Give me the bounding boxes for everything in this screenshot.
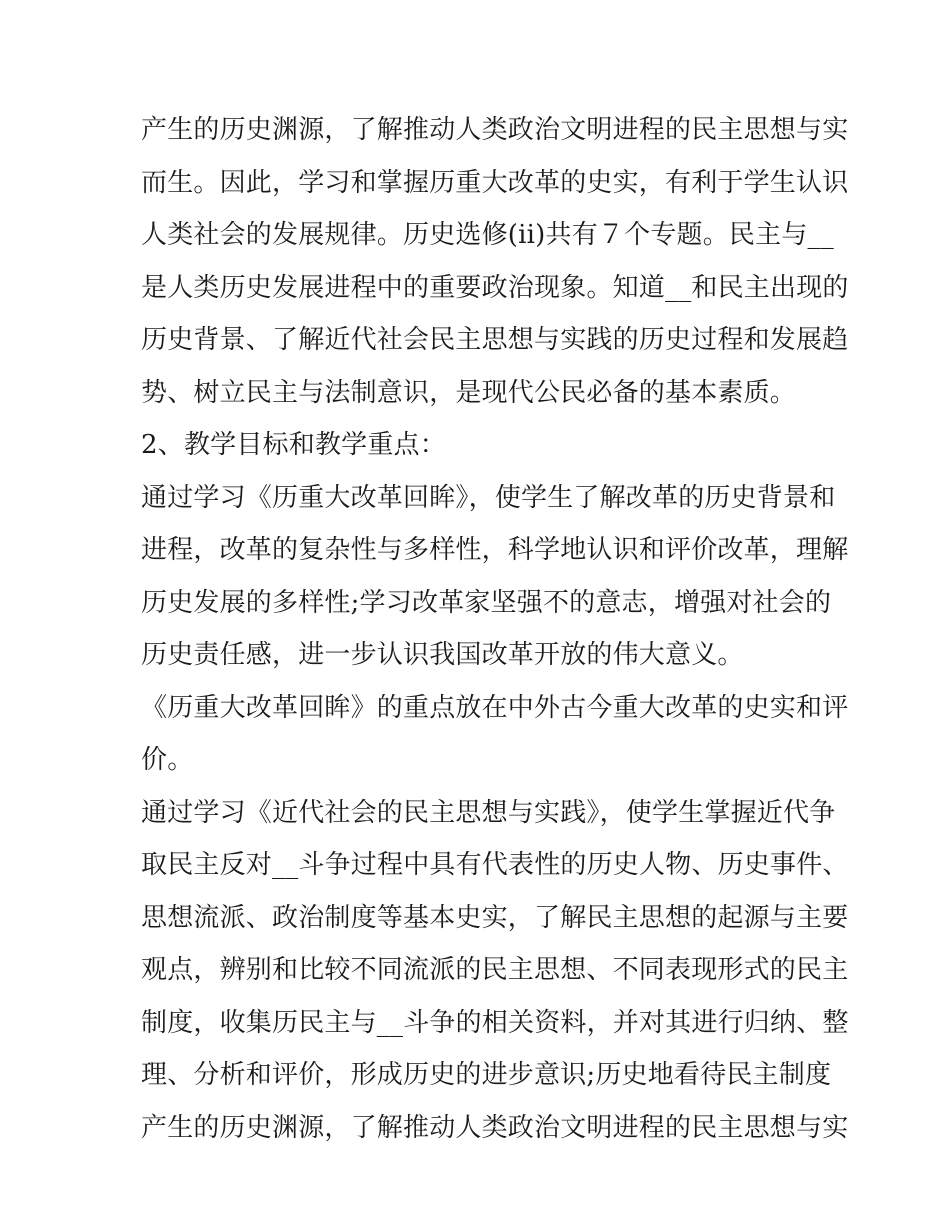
text-line: 产生的历史渊源，了解推动人类政治文明进程的民主思想与实 [141,115,849,145]
text-line: 思想流派、政治制度等基本史实，了解民主思想的起源与主要 [141,902,849,933]
text-line: 通过学习《近代社会的民主思想与实践》，使学生掌握近代争 [141,797,836,828]
text-line: 而生。因此，学习和掌握历重大改革的史实，有利于学生认识 [141,167,849,198]
text-line: 通过学习《历重大改革回眸》，使学生了解改革的历史背景和 [141,482,836,513]
text-line: 历史责任感，进一步认识我国改革开放的伟大意义。 [141,640,744,670]
text-line: 取民主反对__斗争过程中具有代表性的历史人物、历史事件、 [141,850,849,880]
text-line: 势、树立民主与法制意识，是现代公民必备的基本素质。 [141,377,797,408]
text-line: 产生的历史渊源，了解推动人类政治文明进程的民主思想与实 [141,1112,849,1143]
text-line: 价。 [141,745,194,775]
text-line: 《历重大改革回眸》的重点放在中外古今重大改革的史实和评 [141,692,849,723]
section-heading: 2、教学目标和教学重点： [141,430,446,460]
text-line: 制度，收集历民主与__斗争的相关资料，并对其进行归纳、整 [141,1007,849,1038]
document-body [141,104,849,1154]
text-line: 进程，改革的复杂性与多样性，科学地认识和评价改革，理解 [141,535,849,565]
text-line: 历史背景、了解近代社会民主思想与实践的历史过程和发展趋 [141,325,849,355]
text-line: 人类社会的发展规律。历史选修(ii)共有７个专题。民主与__ [141,220,834,250]
text-line: 是人类历史发展进程中的重要政治现象。知道__和民主出现的 [141,272,849,303]
text-line: 历史发展的多样性;学习改革家坚强不的意志，增强对社会的 [141,587,832,618]
text-line: 理、分析和评价，形成历史的进步意识;历史地看待民主制度 [141,1060,832,1090]
text-line: 观点，辨别和比较不同流派的民主思想、不同表现形式的民主 [141,955,849,985]
